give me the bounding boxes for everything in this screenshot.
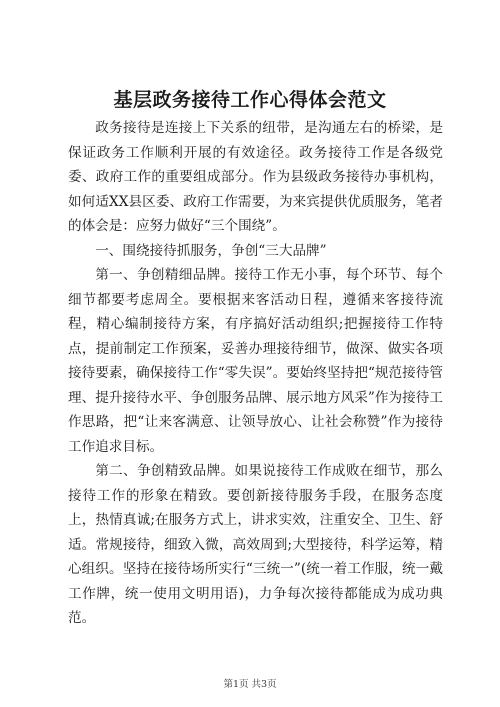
paragraph-second-brand: 第二、争创精致品牌。如果说接待工作成败在细节，那么接待工作的形象在精致。要创新接待服务手段，在服务态度上，热情真诚;在服务方式上，讲求实效，注重安全、卫生、舒适。常规接待，细致入微，高效周到;大型接待，科学运筹，精心组织。坚持在接待场所实行“三统一”(统一着工作服，统一戴工作牌，统一使用文明用语)，力争每次接待都能成为成功典范。 [68, 463, 443, 626]
section-heading: 一、围绕接待抓服务，争创“三大品牌” [95, 242, 327, 259]
paragraph-intro: 政务接待是连接上下关系的纽带，是沟通左右的桥梁，是保证政务工作顺利开展的有效途径。政务接待工作是各级党委、政府工作的重要组成部分。作为县级政务接待办事机构，如何适XX县区委、政府工作需要，为来宾提供优质服务，笔者的体会是：应努力做好“三个围绕”。 [68, 120, 443, 234]
document-title: 基层政务接待工作心得体会范文 [113, 89, 387, 111]
document-body [68, 116, 443, 631]
paragraph-first-brand: 第一、争创精细品牌。接待工作无小事，每个环节、每个细节都要考虑周全。要根据来客活动日程，遵循来客接待流程，精心编制接待方案，有序搞好活动组织;把握接待工作特点，提前制定工作预案，妥善办理接待细节，做深、做实各项接待要素，确保接待工作“零失误”。要始终坚持把“规范接待管理、提升接待水平、争创服务品牌、展示地方风采”作为接待工作思路，把“让来客满意、让领导放心、让社会称赞”作为接待工作追求目标。 [68, 267, 443, 455]
page-number-footer: 第1页 共3页 [223, 679, 277, 690]
